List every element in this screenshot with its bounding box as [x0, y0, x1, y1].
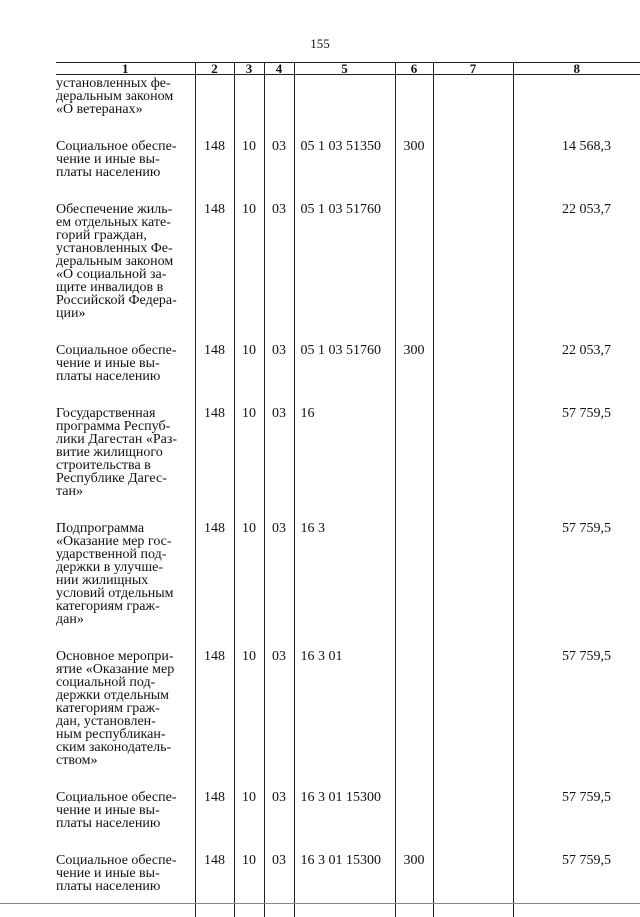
spacer-cell — [294, 767, 395, 791]
spacer-cell — [56, 383, 195, 407]
spacer-cell — [294, 383, 395, 407]
row-subsection-cell: 03 — [264, 854, 294, 893]
row-code-cell: 148 — [195, 854, 234, 893]
spacer-cell — [195, 179, 234, 203]
spacer-cell — [395, 179, 433, 203]
row-expense-type-cell — [395, 407, 433, 498]
spacer-cell — [264, 179, 294, 203]
row-expense-type-cell — [395, 203, 433, 320]
spacer-cell — [395, 893, 433, 917]
spacer-cell — [264, 626, 294, 650]
column-header: 7 — [433, 63, 513, 75]
spacer-cell — [395, 830, 433, 854]
budget-table — [56, 62, 640, 917]
row-col7-cell — [433, 854, 513, 893]
table-row — [56, 791, 640, 830]
row-target-cell: 05 1 03 51760 — [294, 203, 395, 320]
row-amount-cell — [513, 75, 640, 117]
row-target-cell: 16 3 01 — [294, 650, 395, 767]
spacer-cell — [513, 893, 640, 917]
row-amount-cell: 57 759,5 — [513, 854, 640, 893]
spacer-cell — [195, 383, 234, 407]
spacer-cell — [294, 116, 395, 140]
table-row — [56, 140, 640, 179]
row-target-cell: 16 — [294, 407, 395, 498]
spacer-cell — [264, 830, 294, 854]
spacer-cell — [264, 498, 294, 522]
spacer-cell — [195, 320, 234, 344]
table-row — [56, 407, 640, 498]
spacer-cell — [433, 498, 513, 522]
row-target-cell: 16 3 01 15300 — [294, 791, 395, 830]
row-name-cell: Обеспечение жиль- ем отдельных кате- горий граждан, установленных Фе- деральным законом «О социальной за- щите инвалидов в Российской Федера- ции» — [56, 203, 195, 320]
row-name-cell: Подпрограмма «Оказание мер гос- ударственной под- держки в улучше- нии жилищных условий отдельным категориям граж- дан» — [56, 522, 195, 626]
spacer-cell — [56, 767, 195, 791]
spacer-cell — [195, 767, 234, 791]
spacer-cell — [56, 498, 195, 522]
spacer-cell — [294, 179, 395, 203]
row-section-cell: 10 — [234, 854, 264, 893]
column-header: 4 — [264, 63, 294, 75]
spacer-cell — [513, 626, 640, 650]
row-expense-type-cell: 300 — [395, 854, 433, 893]
row-spacer — [56, 498, 640, 522]
row-spacer — [56, 179, 640, 203]
row-target-cell: 05 1 03 51350 — [294, 140, 395, 179]
row-subsection-cell: 03 — [264, 522, 294, 626]
row-col7-cell — [433, 522, 513, 626]
spacer-cell — [395, 116, 433, 140]
row-section-cell: 10 — [234, 407, 264, 498]
spacer-cell — [234, 498, 264, 522]
row-col7-cell — [433, 140, 513, 179]
row-code-cell: 148 — [195, 140, 234, 179]
row-section-cell: 10 — [234, 140, 264, 179]
header-row — [56, 63, 640, 75]
spacer-cell — [395, 626, 433, 650]
spacer-cell — [433, 116, 513, 140]
row-amount-cell: 57 759,5 — [513, 407, 640, 498]
row-amount-cell: 22 053,7 — [513, 344, 640, 383]
spacer-cell — [195, 626, 234, 650]
row-amount-cell: 22 053,7 — [513, 203, 640, 320]
spacer-cell — [234, 116, 264, 140]
row-col7-cell — [433, 75, 513, 117]
column-header: 5 — [294, 63, 395, 75]
spacer-cell — [234, 767, 264, 791]
row-name-cell: Социальное обеспе- чение и иные вы- платы населению — [56, 854, 195, 893]
row-expense-type-cell — [395, 522, 433, 626]
spacer-cell — [513, 383, 640, 407]
spacer-cell — [234, 626, 264, 650]
spacer-cell — [433, 893, 513, 917]
column-header: 1 — [56, 63, 195, 75]
row-spacer — [56, 116, 640, 140]
row-spacer — [56, 830, 640, 854]
row-subsection-cell: 03 — [264, 650, 294, 767]
row-spacer — [56, 626, 640, 650]
spacer-cell — [264, 767, 294, 791]
row-spacer — [56, 767, 640, 791]
spacer-cell — [433, 767, 513, 791]
row-code-cell: 148 — [195, 203, 234, 320]
row-target-cell: 05 1 03 51760 — [294, 344, 395, 383]
row-name-cell: Социальное обеспе- чение и иные вы- платы населению — [56, 344, 195, 383]
spacer-cell — [395, 767, 433, 791]
row-subsection-cell: 03 — [264, 407, 294, 498]
row-section-cell: 10 — [234, 650, 264, 767]
row-code-cell — [195, 75, 234, 117]
spacer-cell — [234, 179, 264, 203]
page-number: 155 — [0, 36, 640, 52]
row-col7-cell — [433, 344, 513, 383]
spacer-cell — [433, 383, 513, 407]
row-expense-type-cell — [395, 75, 433, 117]
row-subsection-cell: 03 — [264, 344, 294, 383]
column-header: 2 — [195, 63, 234, 75]
row-expense-type-cell — [395, 791, 433, 830]
spacer-cell — [264, 893, 294, 917]
row-section-cell: 10 — [234, 522, 264, 626]
spacer-cell — [264, 320, 294, 344]
row-subsection-cell: 03 — [264, 140, 294, 179]
row-target-cell: 16 3 — [294, 522, 395, 626]
table-body — [56, 75, 640, 917]
row-target-cell: 16 3 01 15300 — [294, 854, 395, 893]
spacer-cell — [433, 626, 513, 650]
spacer-cell — [195, 830, 234, 854]
spacer-cell — [513, 830, 640, 854]
spacer-cell — [234, 320, 264, 344]
row-amount-cell: 14 568,3 — [513, 140, 640, 179]
column-header: 8 — [513, 63, 640, 75]
table-row — [56, 344, 640, 383]
spacer-cell — [56, 320, 195, 344]
spacer-cell — [395, 383, 433, 407]
column-header: 3 — [234, 63, 264, 75]
row-name-cell: Государственная программа Респуб- лики Дагестан «Раз- витие жилищного строительства в Республике Дагес- тан» — [56, 407, 195, 498]
row-expense-type-cell: 300 — [395, 344, 433, 383]
spacer-cell — [234, 830, 264, 854]
row-col7-cell — [433, 203, 513, 320]
table-row — [56, 203, 640, 320]
table-row — [56, 522, 640, 626]
spacer-cell — [294, 830, 395, 854]
spacer-cell — [195, 116, 234, 140]
spacer-cell — [56, 116, 195, 140]
row-spacer — [56, 383, 640, 407]
row-subsection-cell: 03 — [264, 791, 294, 830]
spacer-cell — [513, 767, 640, 791]
row-code-cell: 148 — [195, 650, 234, 767]
spacer-cell — [56, 626, 195, 650]
row-expense-type-cell — [395, 650, 433, 767]
row-name-cell: установленных фе- деральным законом «О ветеранах» — [56, 75, 195, 117]
table-row — [56, 650, 640, 767]
spacer-cell — [513, 320, 640, 344]
spacer-cell — [433, 179, 513, 203]
spacer-cell — [433, 830, 513, 854]
spacer-cell — [395, 320, 433, 344]
row-subsection-cell — [264, 75, 294, 117]
row-spacer — [56, 320, 640, 344]
spacer-cell — [195, 893, 234, 917]
spacer-cell — [56, 893, 195, 917]
row-name-cell: Основное меропри- ятие «Оказание мер социальной под- держки отдельным категориям граж- дан, установлен- ным республикан- ским законодатель- ством» — [56, 650, 195, 767]
row-amount-cell: 57 759,5 — [513, 522, 640, 626]
spacer-cell — [513, 498, 640, 522]
spacer-cell — [513, 179, 640, 203]
row-col7-cell — [433, 650, 513, 767]
row-amount-cell: 57 759,5 — [513, 650, 640, 767]
row-code-cell: 148 — [195, 407, 234, 498]
row-amount-cell: 57 759,5 — [513, 791, 640, 830]
spacer-cell — [56, 179, 195, 203]
table-row — [56, 854, 640, 893]
page-bottom-rule — [0, 903, 640, 904]
spacer-cell — [234, 383, 264, 407]
spacer-cell — [264, 116, 294, 140]
row-section-cell: 10 — [234, 203, 264, 320]
spacer-cell — [433, 320, 513, 344]
row-col7-cell — [433, 407, 513, 498]
row-spacer — [56, 893, 640, 917]
row-name-cell: Социальное обеспе- чение и иные вы- платы населению — [56, 140, 195, 179]
spacer-cell — [395, 498, 433, 522]
spacer-cell — [294, 498, 395, 522]
row-section-cell — [234, 75, 264, 117]
table-row — [56, 75, 640, 117]
row-name-cell: Социальное обеспе- чение и иные вы- платы населению — [56, 791, 195, 830]
spacer-cell — [294, 893, 395, 917]
row-section-cell: 10 — [234, 791, 264, 830]
spacer-cell — [294, 320, 395, 344]
row-code-cell: 148 — [195, 522, 234, 626]
row-code-cell: 148 — [195, 344, 234, 383]
row-col7-cell — [433, 791, 513, 830]
spacer-cell — [195, 498, 234, 522]
column-header: 6 — [395, 63, 433, 75]
row-code-cell: 148 — [195, 791, 234, 830]
row-subsection-cell: 03 — [264, 203, 294, 320]
row-section-cell: 10 — [234, 344, 264, 383]
spacer-cell — [294, 626, 395, 650]
row-target-cell — [294, 75, 395, 117]
spacer-cell — [56, 830, 195, 854]
spacer-cell — [264, 383, 294, 407]
row-expense-type-cell: 300 — [395, 140, 433, 179]
spacer-cell — [513, 116, 640, 140]
spacer-cell — [234, 893, 264, 917]
